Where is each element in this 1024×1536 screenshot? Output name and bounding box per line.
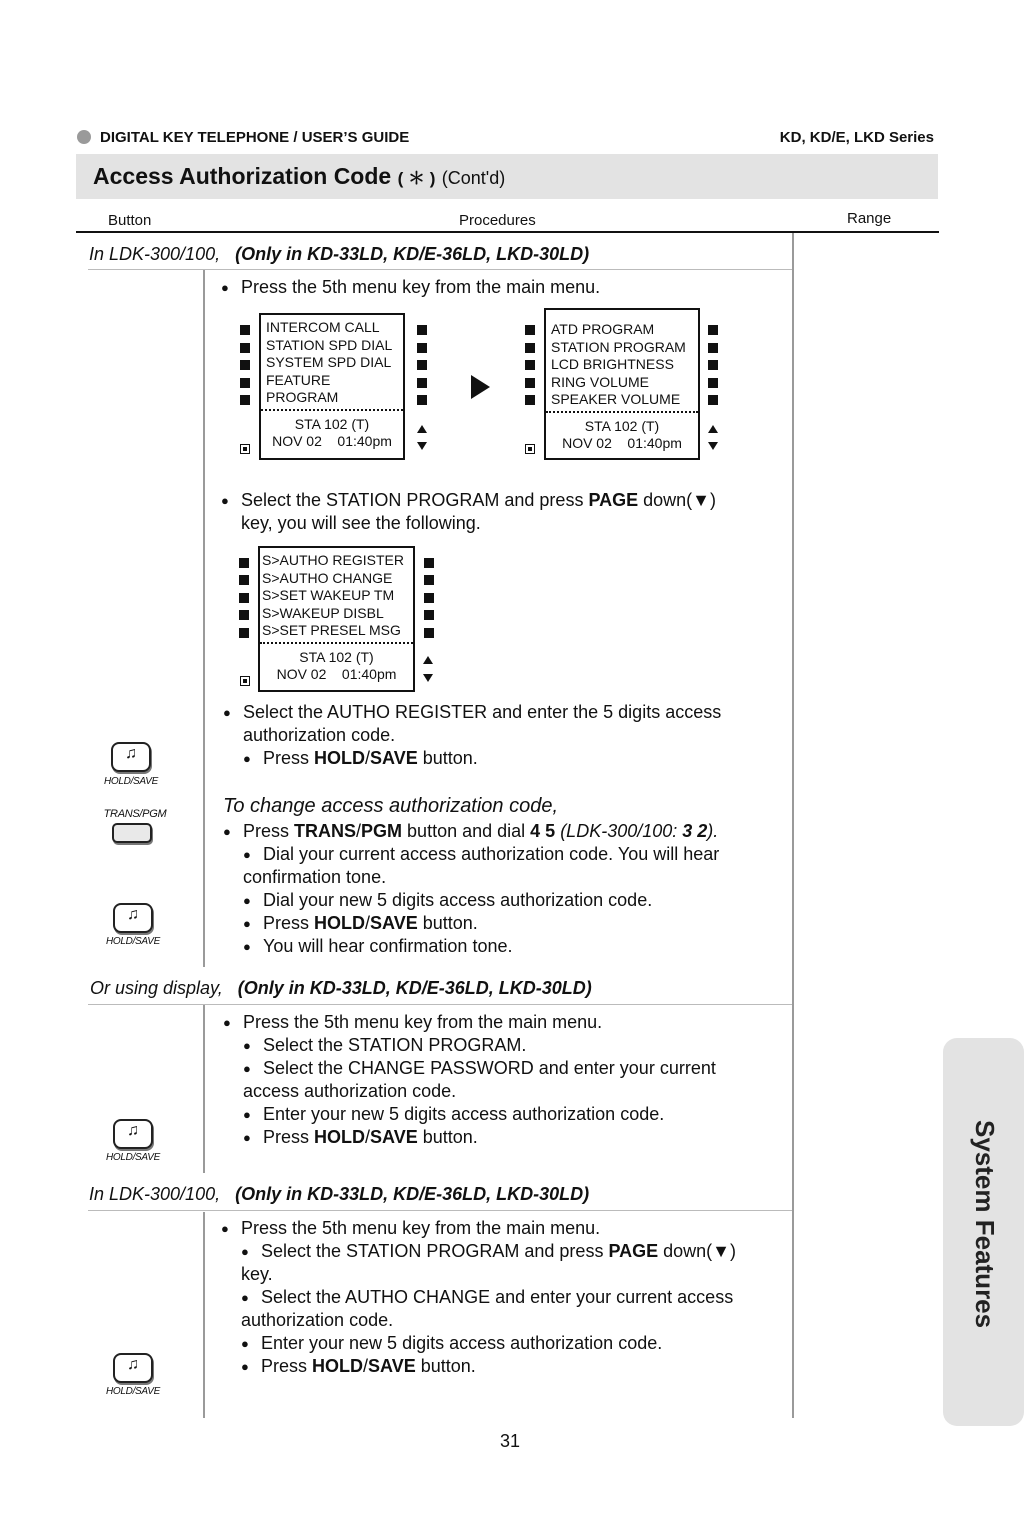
bullet-dot-icon: ● [243,1038,251,1053]
bullet-dot-icon: ● [221,280,229,295]
hold-save-button-icon[interactable]: ♫ [113,1353,153,1383]
menu-key-square-icon[interactable] [424,558,434,568]
column-divider [203,1005,205,1173]
lcd-display-program-menu: ATD PROGRAM STATION PROGRAM LCD BRIGHTNESS RING VOLUME SPEAKER VOLUME STA 102 (T) NOV 02 01:40pm [544,308,700,460]
section-heading: In LDK-300/100, (Only in KD-33LD, KD/E-36LD, LKD-30LD) [89,1184,590,1204]
status-box-icon [525,444,535,454]
menu-key-square-icon[interactable] [525,343,535,353]
right-arrow-icon [471,375,490,399]
menu-key-square-icon[interactable] [240,343,250,353]
bullet-dot-icon: ● [243,1130,251,1145]
bullet-dot-icon: ● [223,1015,231,1030]
menu-key-square-icon[interactable] [240,360,250,370]
page-down-arrow-icon[interactable] [708,442,718,450]
bullet-dot-icon: ● [221,1221,229,1236]
menu-key-square-icon[interactable] [424,628,434,638]
bullet-dot-icon: ● [223,705,231,720]
page-up-arrow-icon[interactable] [417,425,427,433]
menu-key-square-icon[interactable] [708,343,718,353]
menu-key-square-icon[interactable] [708,325,718,335]
page-title: Access Authorization Code ( ＊ ) (Cont'd) [93,163,506,189]
section-heading: In LDK-300/100, (Only in KD-33LD, KD/E-36LD, LKD-30LD) [89,244,590,264]
series-label: KD, KD/E, LKD Series [779,129,934,146]
menu-key-square-icon[interactable] [240,378,250,388]
column-button: Button [108,212,152,229]
bullet-dot-icon: ● [243,916,251,931]
menu-key-square-icon[interactable] [239,558,249,568]
section-heading: Or using display, (Only in KD-33LD, KD/E-36LD, LKD-30LD) [90,978,592,998]
status-box-icon [240,676,250,686]
bullet-dot-icon: ● [243,893,251,908]
page-up-arrow-icon[interactable] [423,656,433,664]
menu-key-square-icon[interactable] [240,325,250,335]
bullet-dot-icon: ● [241,1244,249,1259]
section-rule [88,1004,792,1005]
column-procedures: Procedures [459,212,536,229]
menu-key-square-icon[interactable] [239,628,249,638]
status-box-icon [240,444,250,454]
page-down-arrow-icon[interactable] [423,674,433,682]
hold-save-label: HOLD/SAVE [106,936,160,947]
header-rule [76,231,939,233]
menu-key-square-icon[interactable] [424,593,434,603]
hold-save-button-icon[interactable]: ♫ [111,742,151,772]
bullet-dot-icon: ● [241,1336,249,1351]
header-dot-icon [77,130,91,144]
title-bar [76,154,938,199]
column-divider [203,1212,205,1418]
menu-key-square-icon[interactable] [708,360,718,370]
page-number: 31 [500,1431,521,1451]
menu-key-square-icon[interactable] [525,325,535,335]
bullet-dot-icon: ● [241,1290,249,1305]
trans-pgm-button-icon[interactable] [112,823,152,843]
menu-key-square-icon[interactable] [424,575,434,585]
menu-key-square-icon[interactable] [525,395,535,405]
menu-key-square-icon[interactable] [417,325,427,335]
menu-key-square-icon[interactable] [239,593,249,603]
menu-key-square-icon[interactable] [417,343,427,353]
column-divider [203,270,205,967]
range-divider [792,233,794,1418]
menu-key-square-icon[interactable] [239,575,249,585]
menu-key-square-icon[interactable] [417,378,427,388]
hold-save-button-icon[interactable]: ♫ [113,1119,153,1149]
section-rule [88,1210,792,1211]
step-text: ● Select the AUTHO REGISTER and enter the 5 digits access authorization code. ● Press HOLD/SAVE button. [223,702,722,768]
menu-key-square-icon[interactable] [417,360,427,370]
menu-key-square-icon[interactable] [708,395,718,405]
guide-title: DIGITAL KEY TELEPHONE / USER’S GUIDE [100,129,410,146]
bullet-dot-icon: ● [243,1061,251,1076]
hold-save-label: HOLD/SAVE [106,1386,160,1397]
menu-key-square-icon[interactable] [417,395,427,405]
menu-key-square-icon[interactable] [240,395,250,405]
menu-key-square-icon[interactable] [239,610,249,620]
bullet-dot-icon: ● [243,1107,251,1122]
bullet-dot-icon: ● [223,824,231,839]
menu-key-square-icon[interactable] [525,378,535,388]
lcd-display-station-program: S>AUTHO REGISTER S>AUTHO CHANGE S>SET WAKEUP TM S>WAKEUP DISBL S>SET PRESEL MSG STA 102 (T) NOV 02 01:40pm [258,546,415,692]
page-up-arrow-icon[interactable] [708,425,718,433]
lcd-display-main-menu: INTERCOM CALL STATION SPD DIAL SYSTEM SPD DIAL FEATURE PROGRAM STA 102 (T) NOV 02 01:40pm [259,313,405,460]
bullet-dot-icon: ● [243,847,251,862]
step-text: ● Press the 5th menu key from the main menu. [221,277,601,297]
column-range: Range [847,210,892,227]
page-down-arrow-icon[interactable] [417,442,427,450]
step-text: ● Press TRANS/PGM button and dial 4 5 (LDK-300/100: 3 2). ● Dial your current access authorization code. You will hear confirmation tone. ● Dial your new 5 digits access authorization code. ● Press HOLD/SAVE button. ● You will hear confirmation tone. [223,821,720,956]
bullet-dot-icon: ● [241,1359,249,1374]
hold-save-label: HOLD/SAVE [104,776,158,787]
step-text: ● Select the STATION PROGRAM and press PAGE down(▼) key, you will see the following. [221,490,716,533]
step-text: ● Press the 5th menu key from the main menu. ● Select the STATION PROGRAM. ● Select the CHANGE PASSWORD and enter your current access authorization code. ● Enter your new 5 digits access authorization code. ● Press HOLD/SAVE button. [223,1012,716,1147]
trans-pgm-label: TRANS/PGM [103,808,167,820]
step-text: ● Press the 5th menu key from the main menu. ● Select the STATION PROGRAM and press PAGE down(▼) key. ● Select the AUTHO CHANGE and enter your current access authorization code. ● Enter your new 5 digits access authorization code. ● Press HOLD/SAVE button. [221,1218,736,1376]
menu-key-square-icon[interactable] [424,610,434,620]
change-code-heading: To change access authorization code, [223,795,559,817]
side-tab[interactable] [943,1038,1024,1426]
menu-key-square-icon[interactable] [525,360,535,370]
menu-key-square-icon[interactable] [708,378,718,388]
bullet-dot-icon: ● [221,493,229,508]
hold-save-button-icon[interactable]: ♫ [113,903,153,933]
bullet-dot-icon: ● [243,751,251,766]
section-rule [88,269,792,270]
side-tab-label: System Features [970,1120,1000,1329]
bullet-dot-icon: ● [243,939,251,954]
hold-save-label: HOLD/SAVE [106,1152,160,1163]
